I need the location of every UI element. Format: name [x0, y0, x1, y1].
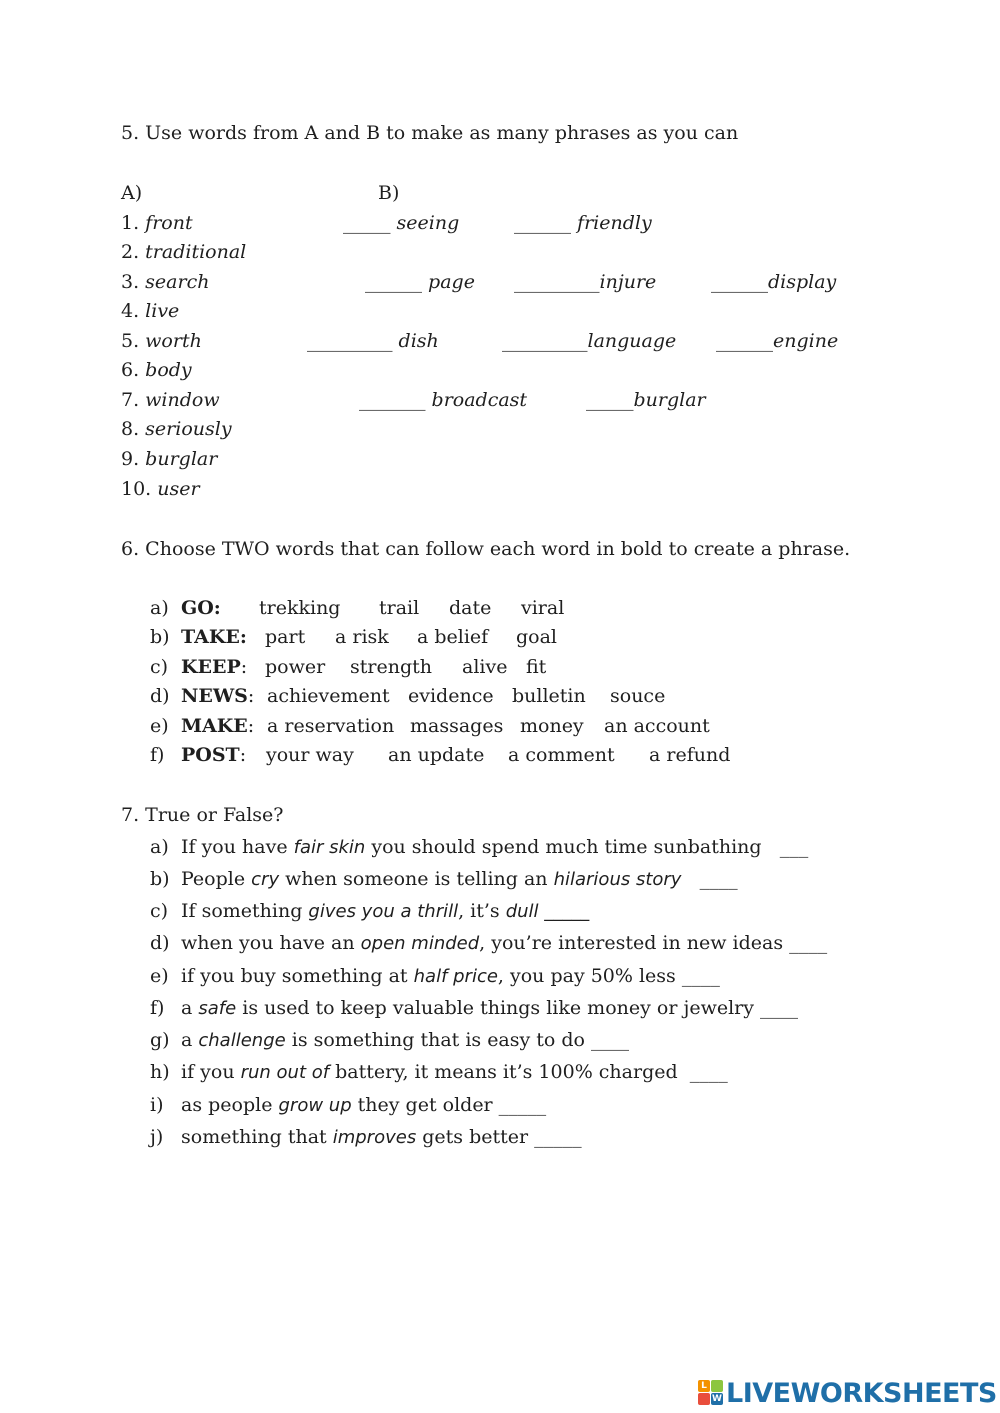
column-a-label: A): [121, 182, 143, 204]
statement-text: as people: [181, 1094, 279, 1116]
b-blank-phrase[interactable]: ______engine: [716, 330, 839, 352]
b-blank-phrase[interactable]: _________injure: [514, 271, 657, 293]
a-item-word: front: [145, 212, 193, 234]
statement-text: they get older _____: [351, 1094, 547, 1116]
tf-statement[interactable]: [181, 902, 589, 921]
ex7-title: 7. True or False?: [121, 804, 284, 826]
tf-statement[interactable]: [181, 967, 720, 986]
choice-letter: e): [150, 715, 169, 737]
tf-statement[interactable]: [181, 838, 808, 857]
b-blank-phrase[interactable]: _________ dish: [307, 330, 439, 352]
a-item: [121, 302, 179, 321]
tf-letter: f): [150, 997, 165, 1019]
bold-keyword-wrap: [181, 717, 254, 736]
choice-option[interactable]: trekking: [259, 597, 341, 619]
bold-keyword-wrap: [181, 687, 254, 706]
key-phrase: open minded: [360, 933, 480, 954]
key-phrase: dull _____: [505, 901, 590, 922]
a-item-number: 2.: [121, 241, 146, 263]
choice-option[interactable]: a risk: [335, 626, 389, 648]
tf-statement[interactable]: [181, 870, 738, 889]
choice-option[interactable]: achievement: [267, 685, 390, 707]
bold-keyword-wrap: [181, 746, 246, 765]
logo-block: W: [712, 1394, 722, 1404]
b-blank-phrase[interactable]: _____burglar: [586, 389, 706, 411]
a-item: [121, 361, 192, 380]
choice-option[interactable]: massages: [410, 715, 504, 737]
statement-text: when someone is telling an: [279, 868, 554, 890]
tf-letter: g): [150, 1029, 170, 1051]
statement-text: you should spend much time sunbathing ___: [365, 836, 809, 858]
choice-letter: c): [150, 656, 169, 678]
choice-option[interactable]: your way: [266, 744, 354, 766]
logo-block: [711, 1380, 723, 1392]
logo-block: [698, 1393, 710, 1405]
statement-text: If you have: [181, 836, 294, 858]
b-blank-phrase[interactable]: ______display: [711, 271, 837, 293]
tf-letter: h): [150, 1061, 170, 1083]
choice-letter: d): [150, 685, 170, 707]
a-item: [121, 273, 209, 292]
key-phrase: challenge: [198, 1030, 286, 1051]
choice-option[interactable]: viral: [521, 597, 565, 619]
a-item: [121, 243, 246, 262]
choice-option[interactable]: fit: [526, 656, 547, 678]
choice-option[interactable]: strength: [350, 656, 432, 678]
a-item-word: body: [145, 359, 192, 381]
choice-option[interactable]: date: [449, 597, 492, 619]
a-item: [121, 480, 200, 499]
choice-letter: a): [150, 597, 169, 619]
a-item: [121, 450, 217, 469]
a-item-word: user: [157, 478, 200, 500]
tf-letter: j): [150, 1126, 164, 1148]
liveworksheets-logo: [698, 1378, 997, 1408]
b-blank-phrase[interactable]: ______ friendly: [514, 212, 652, 234]
statement-text: a: [181, 1029, 199, 1051]
tf-statement[interactable]: [181, 1096, 546, 1115]
tf-letter: d): [150, 932, 170, 954]
tf-letter: e): [150, 965, 169, 987]
choice-option[interactable]: alive: [462, 656, 508, 678]
choice-option[interactable]: money: [520, 715, 584, 737]
choice-option[interactable]: evidence: [408, 685, 494, 707]
choice-letter: b): [150, 626, 170, 648]
key-phrase: gives you a thrill: [308, 901, 459, 922]
a-item-number: 1.: [121, 212, 146, 234]
key-phrase: improves: [332, 1127, 417, 1148]
a-item: [121, 391, 220, 410]
choice-option[interactable]: a comment: [508, 744, 615, 766]
key-phrase: safe: [198, 998, 237, 1019]
tf-statement[interactable]: [181, 1063, 728, 1082]
a-item-word: search: [145, 271, 210, 293]
logo-block: L: [698, 1380, 710, 1392]
a-item-number: 7.: [121, 389, 146, 411]
statement-text: , you pay 50% less ____: [497, 965, 720, 987]
tf-statement[interactable]: [181, 934, 827, 953]
choice-option[interactable]: souce: [610, 685, 666, 707]
a-item-word: window: [145, 389, 220, 411]
a-item-number: 5.: [121, 330, 146, 352]
statement-text: If something: [181, 900, 309, 922]
bold-keyword: GO:: [181, 597, 221, 619]
statement-text: if you buy something at: [181, 965, 414, 987]
b-blank-phrase[interactable]: _______ broadcast: [359, 389, 528, 411]
b-blank-phrase[interactable]: ______ page: [365, 271, 475, 293]
choice-option[interactable]: goal: [516, 626, 558, 648]
choice-option[interactable]: bulletin: [512, 685, 586, 707]
bold-keyword: KEEP: [181, 656, 241, 678]
key-phrase: cry: [251, 869, 280, 890]
statement-text: , you’re interested in new ideas ____: [479, 932, 828, 954]
statement-text: battery, it means it’s 100% charged ____: [329, 1061, 728, 1083]
choice-option[interactable]: a belief: [417, 626, 489, 648]
a-item-word: seriously: [145, 418, 232, 440]
choice-letter: f): [150, 744, 165, 766]
a-item: [121, 214, 193, 233]
tf-letter: b): [150, 868, 170, 890]
a-item: [121, 420, 232, 439]
tf-letter: a): [150, 836, 169, 858]
b-blank-phrase[interactable]: _________language: [502, 330, 677, 352]
statement-text: is something that is easy to do ____: [285, 1029, 630, 1051]
key-phrase: grow up: [278, 1095, 352, 1116]
logo-text: LIVEWORKSHEETS: [726, 1377, 997, 1409]
a-item-number: 4.: [121, 300, 146, 322]
bold-keyword: POST: [181, 744, 240, 766]
statement-text: a: [181, 997, 199, 1019]
a-item-number: 6.: [121, 359, 146, 381]
statement-text: , it’s: [458, 900, 506, 922]
bold-keyword: NEWS: [181, 685, 248, 707]
a-item: [121, 332, 202, 351]
column-b-label: B): [378, 182, 400, 204]
keyword-colon: :: [239, 744, 247, 766]
tf-statement[interactable]: [181, 1031, 629, 1050]
a-item-number: 9.: [121, 448, 146, 470]
bold-keyword-wrap: [181, 658, 247, 677]
choice-option[interactable]: power: [265, 656, 326, 678]
tf-statement[interactable]: [181, 1128, 582, 1147]
statement-text: People: [181, 868, 252, 890]
ex5-title: 5. Use words from A and B to make as many phrases as you can: [121, 122, 739, 144]
a-item-number: 8.: [121, 418, 146, 440]
keyword-colon: :: [247, 715, 255, 737]
statement-text: something that: [181, 1126, 333, 1148]
b-blank-phrase[interactable]: _____ seeing: [343, 212, 460, 234]
a-item-word: live: [145, 300, 180, 322]
statement-text: if you: [181, 1061, 241, 1083]
key-phrase: fair skin: [293, 837, 366, 858]
choice-option[interactable]: part: [265, 626, 306, 648]
statement-text: ____: [681, 868, 738, 890]
tf-statement[interactable]: [181, 999, 798, 1018]
key-phrase: hilarious story: [553, 869, 682, 890]
a-item-number: 10.: [121, 478, 158, 500]
keyword-colon: :: [247, 685, 255, 707]
bold-keyword: MAKE: [181, 715, 248, 737]
a-item-word: traditional: [145, 241, 247, 263]
choice-option[interactable]: a refund: [649, 744, 731, 766]
bold-keyword: TAKE:: [181, 626, 247, 648]
ex6-title: 6. Choose TWO words that can follow each word in bold to create a phrase.: [121, 538, 851, 560]
key-phrase: half price: [413, 966, 498, 987]
choice-option[interactable]: an account: [604, 715, 710, 737]
logo-blocks-icon: [698, 1380, 724, 1406]
keyword-colon: :: [240, 656, 248, 678]
key-phrase: run out of: [240, 1062, 330, 1083]
tf-letter: i): [150, 1094, 164, 1116]
a-item-word: burglar: [145, 448, 218, 470]
statement-text: is used to keep valuable things like money or jewelry ____: [236, 997, 799, 1019]
choice-option[interactable]: a reservation: [267, 715, 395, 737]
tf-letter: c): [150, 900, 169, 922]
statement-text: gets better _____: [416, 1126, 582, 1148]
statement-text: when you have an: [181, 932, 361, 954]
choice-option[interactable]: an update: [388, 744, 485, 766]
a-item-word: worth: [145, 330, 202, 352]
a-item-number: 3.: [121, 271, 146, 293]
choice-option[interactable]: trail: [379, 597, 420, 619]
